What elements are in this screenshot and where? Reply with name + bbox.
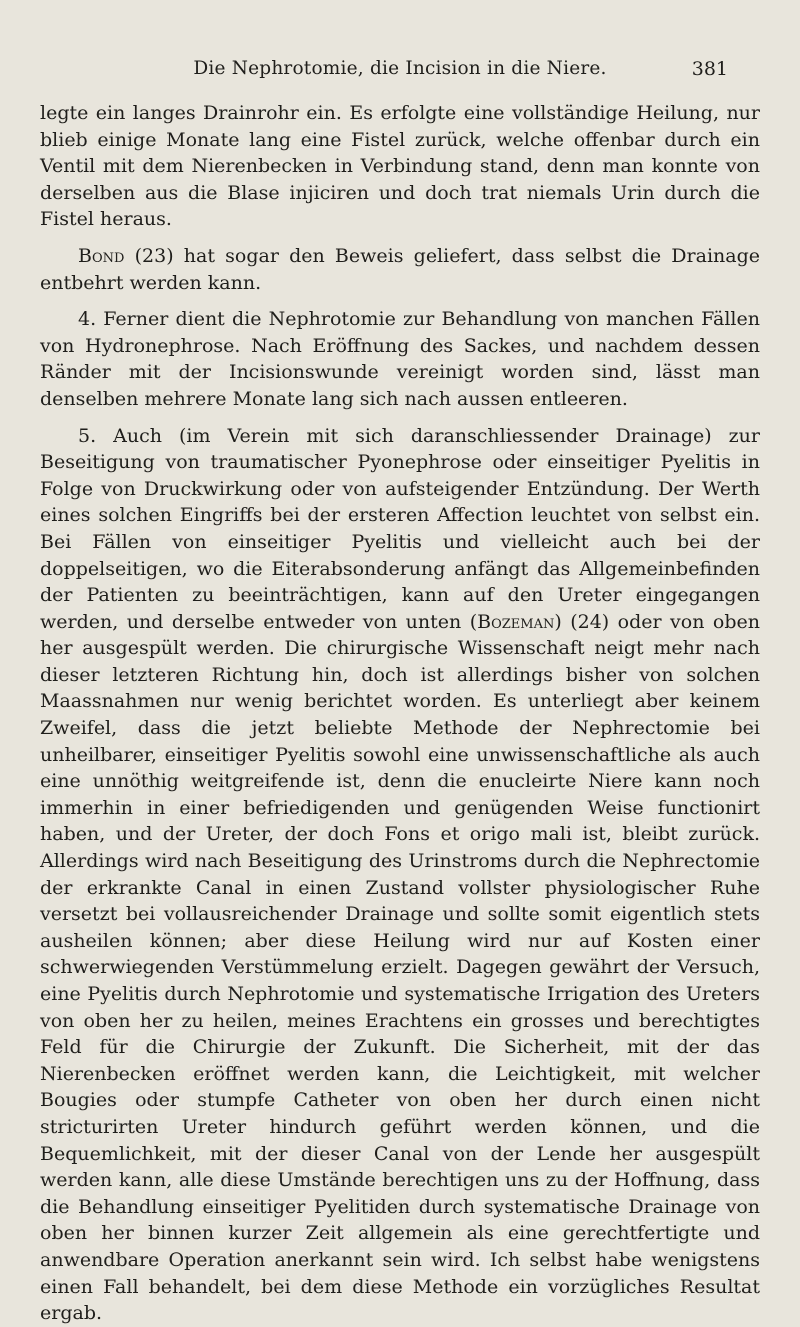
running-header-title: Die Nephrotomie, die Incision in die Niere.: [193, 58, 607, 79]
paragraph-text: ) (24) oder von oben her ausgespült werden. Die chirurgische Wissenschaft neigt mehr nach dieser letzteren Richtung hin, doch ist allerdings bisher von solchen Maassnahmen nur wenig berichtet worden. Es unterliegt aber keinem Zweifel, dass die jetzt beliebte Methode der Nephrectomie bei unheilbarer, einseitiger Pyelitis sowohl eine unwissenschaftliche als auch eine unnöthig weitgreifende ist, denn die enucleirte Niere kann noch immerhin in einer befriedigenden und genügenden Weise functionirt haben, und der Ureter, der doch Fons et origo mali ist, bleibt zurück. Allerdings wird nach Beseitigung des Urinstroms durch die Nephrectomie der erkrankte Canal in einen Zustand vollster physiologischer Ruhe versetzt bei vollausreichender Drainage und sollte somit eigentlich stets ausheilen können; aber diese Heilung wird nur auf Kosten einer schwerwiegenden Verstümmelung erzielt. Dagegen gewährt der Versuch, eine Pyelitis durch Nephrotomie und systematische Irrigation des Ureters von oben her zu heilen, meines Erachtens ein grosses und berechtigtes Feld für die Chirurgie der Zukunft. Die Sicherheit, mit der das Nierenbecken eröffnet werden kann, die Leichtigkeit, mit welcher Bougies oder stumpfe Catheter von oben her durch einen nicht stricturirten Ureter hindurch geführt werden können, und die Bequemlichkeit, mit der dieser Canal von der Lende her ausgespült werden kann, alle diese Umstände berechtigen uns zu der Hoffnung, dass die Behandlung einseitiger Pyelitiden durch systematische Drainage von oben her binnen kurzer Zeit allgemein als eine gerechtfertigte und anwendbare Operation anerkannt sein wird. Ich selbst habe wenigstens einen Fall behandelt, bei dem diese Methode ein vorzügliches Resultat ergab.: [40, 610, 760, 1325]
page-number: 381: [691, 58, 728, 80]
author-name: Bond: [78, 244, 125, 267]
paragraph-text: (23) hat sogar den Beweis geliefert, dass selbst die Drainage entbehrt werden kann.: [40, 244, 760, 294]
running-header: [40, 58, 760, 90]
paragraph-item-5: [40, 423, 760, 1327]
author-name: Bozeman: [477, 610, 555, 633]
paragraph-text: legte ein langes Drainrohr ein. Es erfolgte eine vollständige Heilung, nur blieb einige Monate lang eine Fistel zurück, welche offenbar durch ein Ventil mit dem Nierenbecken in Verbindung stand, denn man konnte von derselben aus die Blase injiciren und doch trat niemals Urin durch die Fistel heraus.: [40, 102, 760, 231]
paragraph-item-4: [40, 306, 760, 412]
body-text: [40, 100, 760, 1327]
paragraph-text: 4. Ferner dient die Nephrotomie zur Behandlung von manchen Fällen von Hydronephrose. Nach Eröffnung des Sackes, und nachdem dessen Ränder mit der Incisionswunde vereinigt worden sind, lässt man denselben mehrere Monate lang sich nach aussen entleeren.: [40, 308, 760, 410]
paragraph-continuation: [40, 100, 760, 233]
paragraph-bond: [40, 243, 760, 296]
paragraph-text: 5. Auch (im Verein mit sich daranschliessender Drainage) zur Beseitigung von traumatischer Pyonephrose oder einseitiger Pyelitis in Folge von Druckwirkung oder von aufsteigender Entzündung. Der Werth eines solchen Eingriffs bei der ersteren Affection leuchtet von selbst ein. Bei Fällen von einseitiger Pyelitis und vielleicht auch bei der doppelseitigen, wo die Eiterabsonderung anfängt das Allgemeinbefinden der Patienten zu beeinträchtigen, kann auf den Ureter eingegangen werden, und derselbe entweder von unten (: [40, 424, 760, 633]
